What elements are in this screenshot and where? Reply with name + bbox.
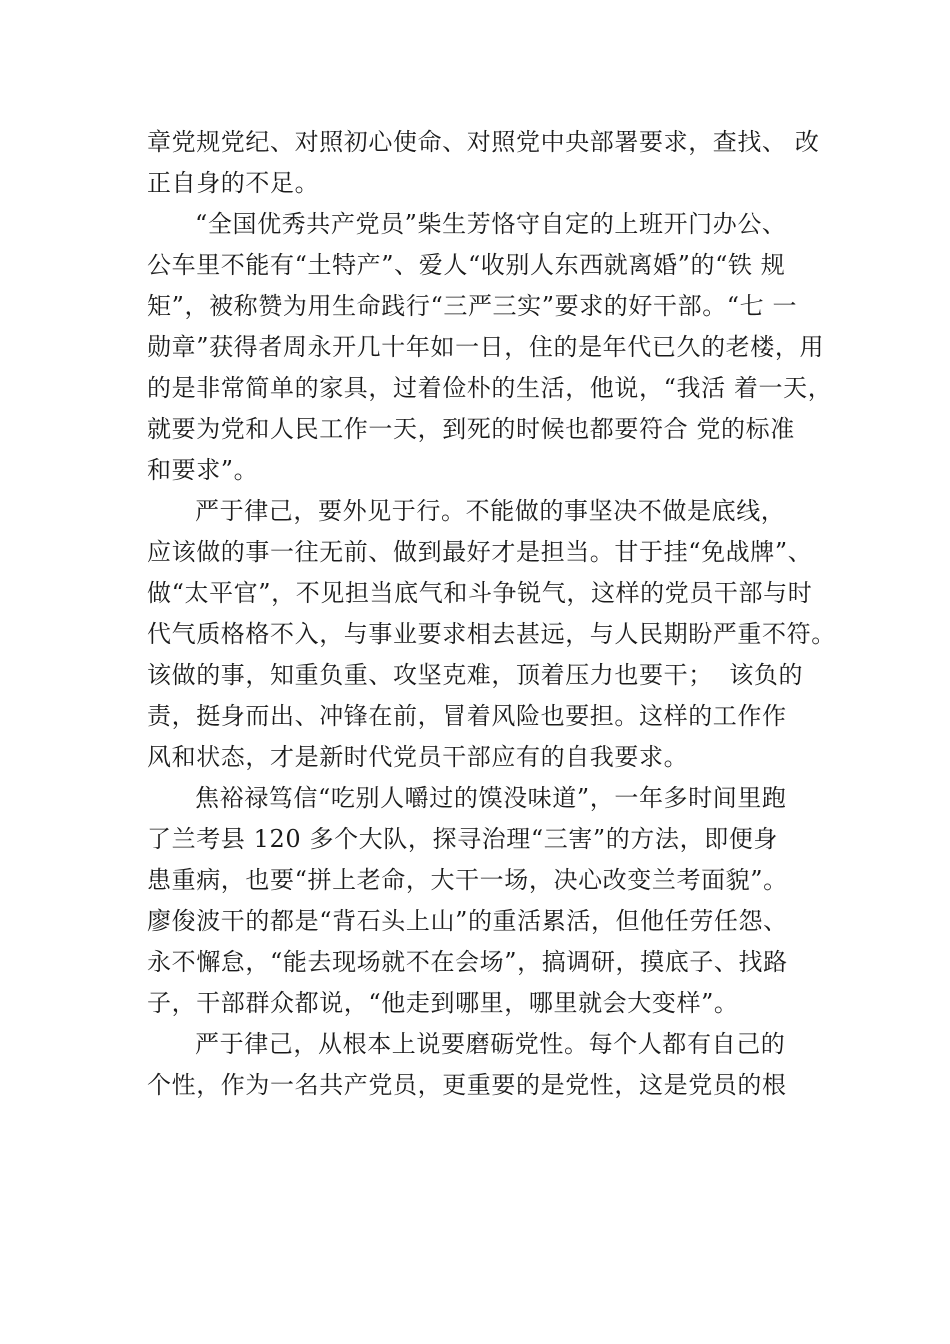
paragraph bbox=[147, 491, 837, 778]
text-line: 该做的事，知重负重、攻坚克难，顶着压力也要干； 该负的 bbox=[147, 661, 804, 689]
text-line: 廖俊波干的都是“背石头上山”的重活累活，但他任劳任怨、 bbox=[147, 907, 788, 935]
text-line: 就要为党和人民工作一天，到死的时候也都要符合 党的标准 bbox=[147, 415, 795, 443]
text-line: 公车里不能有“土特产”、爱人“收别人东西就离婚”的“铁 规 bbox=[147, 251, 786, 279]
text-line: 个性，作为一名共产党员，更重要的是党性，这是党员的根 bbox=[147, 1071, 787, 1099]
paragraph bbox=[147, 122, 837, 204]
paragraph bbox=[147, 778, 837, 1024]
paragraph bbox=[147, 204, 837, 491]
text-line: 矩”，被称赞为用生命践行“三严三实”要求的好干部。“七 一 bbox=[147, 292, 798, 320]
text-line: 勋章”获得者周永开几十年如一日，住的是年代已久的老楼，用 bbox=[147, 333, 825, 361]
text-line: 焦裕禄笃信“吃别人嚼过的馍没味道”，一年多时间里跑 bbox=[195, 784, 787, 812]
text-line: 应该做的事一往无前、做到最好才是担当。甘于挂“免战牌”、 bbox=[147, 538, 813, 566]
text-line: 了兰考县 120 多个大队，探寻治理“三害”的方法，即便身 bbox=[147, 825, 779, 853]
text-line: 的是非常简单的家具，过着俭朴的生活，他说，“我活 着一天， bbox=[147, 374, 833, 402]
text-line: 子，干部群众都说，“他走到哪里，哪里就会大变样”。 bbox=[147, 989, 739, 1017]
text-line: 严于律己，从根本上说要磨砺党性。每个人都有自己的 bbox=[195, 1030, 786, 1058]
text-line: 代气质格格不入，与事业要求相去甚远，与人民期盼严重不符。 bbox=[147, 620, 836, 648]
text-line: 正自身的不足。 bbox=[147, 169, 320, 197]
text-line: 责，挺身而出、冲锋在前，冒着风险也要担。这样的工作作 bbox=[147, 702, 787, 730]
text-line: 和要求”。 bbox=[147, 456, 259, 484]
text-line: “全国优秀共产党员”柴生芳恪守自定的上班开门办公、 bbox=[195, 210, 787, 238]
text-line: 做“太平官”，不见担当底气和斗争锐气，这样的党员干部与时 bbox=[147, 579, 813, 607]
paragraph bbox=[147, 1024, 837, 1106]
text-line: 严于律己，要外见于行。不能做的事坚决不做是底线， bbox=[195, 497, 786, 525]
text-line: 患重病，也要“拼上老命，大干一场，决心改变兰考面貌”。 bbox=[147, 866, 788, 894]
body-text bbox=[147, 122, 837, 1106]
text-line: 风和状态，才是新时代党员干部应有的自我要求。 bbox=[147, 743, 689, 771]
text-line: 章党规党纪、对照初心使命、对照党中央部署要求，查找、 改 bbox=[147, 128, 820, 156]
text-line: 永不懈怠，“能去现场就不在会场”，搞调研，摸底子、找路 bbox=[147, 948, 788, 976]
